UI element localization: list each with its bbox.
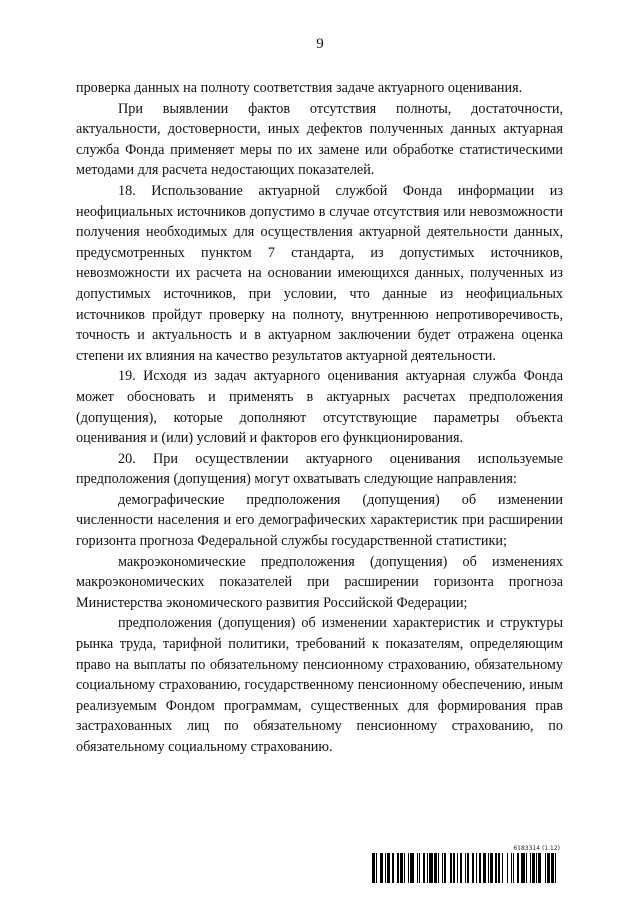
paragraph-item-19: 19. Исходя из задач актуарного оценивания актуарная служба Фонда может обосновать и применять в актуарных расчетах предположения (допущения), которые дополняют отсутствующие параметры объекта оценивания и (или) условий и факторов его функционирования. bbox=[76, 368, 563, 447]
document-body bbox=[76, 78, 563, 758]
barcode-icon bbox=[372, 853, 560, 883]
list-item-macroeconomic: макроэкономические предположения (допущения) об изменениях макроэкономических показателей при расширении горизонта прогноза Министерства экономического развития Российской Федерации; bbox=[76, 553, 563, 611]
page-number: 9 bbox=[316, 36, 324, 52]
paragraph: проверка данных на полноту соответствия задаче актуарного оценивания. bbox=[76, 80, 523, 96]
barcode-number: 6183314 (1.12) bbox=[513, 845, 560, 852]
paragraph: При выявлении фактов отсутствия полноты, достаточности, актуальности, достоверности, иных дефектов полученных данных актуарная служба Фонда применяет меры по их замене или обработке статистическими методами для расчета недостающих показателей. bbox=[76, 100, 563, 179]
list-item-demographic: демографические предположения (допущения) об изменении численности населения и его демографических характеристик при расширении горизонта прогноза Федеральной службы государственной статистики; bbox=[76, 491, 563, 550]
list-item-labor-market: предположения (допущения) об изменении характеристик и структуры рынка труда, тарифной политики, требований к показателям, определяющим право на выплаты по обязательному пенсионному страхованию, обязательному социальному страхованию, государственному пенсионному обеспечению, иным реализуемым Фондом программам, существенных для формирования прав застрахованных лиц по обязательному пенсионному страхованию, по обязательному социальному страхованию. bbox=[76, 615, 563, 755]
paragraph-item-20: 20. При осуществлении актуарного оценивания используемые предположения (допущения) могут охватывать следующие направления: bbox=[76, 450, 563, 488]
barcode-block bbox=[372, 845, 560, 885]
paragraph-item-18: 18. Использование актуарной службой Фонда информации из неофициальных источников допустимо в случае отсутствия или невозможности получения необходимых для осуществления актуарной деятельности данных, предусмотренных пунктом 7 стандарта, из допустимых источников, невозможности их расчета на основании имеющихся данных, полученных из допустимых источников, при условии, что данные из неофициальных источников пройдут проверку на полноту, внутреннюю непротиворечивость, точность и актуальность и в актуарном заключении будет отражена оценка степени их влияния на качество результатов актуарной деятельности. bbox=[76, 182, 563, 364]
